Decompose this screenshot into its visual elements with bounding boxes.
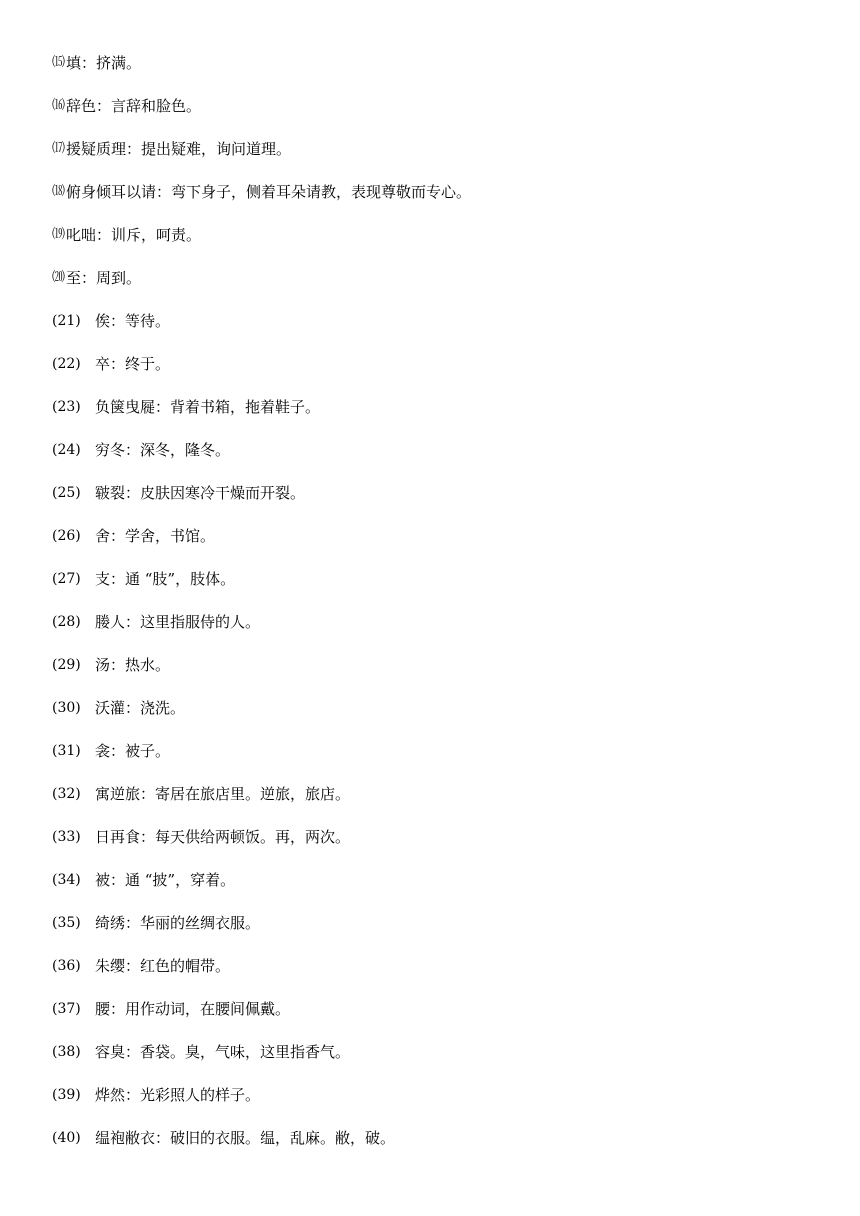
- annotation-item: [52, 95, 832, 138]
- annotation-number: ⒃: [52, 98, 66, 113]
- annotation-number: (38): [52, 1044, 81, 1060]
- annotation-text: 援疑质理：提出疑难，询问道理。: [66, 140, 292, 158]
- annotation-text: 沃灌：浇洗。: [95, 699, 186, 717]
- annotation-text: 填：挤满。: [66, 54, 142, 72]
- annotation-text: 绮绣：华丽的丝绸衣服。: [95, 914, 261, 932]
- annotation-number: ⒂: [52, 55, 66, 70]
- annotation-number: (23): [52, 399, 81, 415]
- annotation-number: (25): [52, 485, 81, 501]
- annotation-number: (28): [52, 614, 81, 630]
- annotation-text: 容臭：香袋。臭，气味，这里指香气。: [95, 1043, 351, 1061]
- annotation-item: [52, 181, 832, 224]
- annotation-item: [52, 955, 832, 998]
- annotation-number: (36): [52, 958, 81, 974]
- annotation-text: 被：通 “披”，穿着。: [95, 871, 236, 889]
- annotation-number: (21): [52, 313, 81, 329]
- annotation-item: [52, 52, 832, 95]
- annotation-text: 皲裂：皮肤因寒冷干燥而开裂。: [95, 484, 306, 502]
- annotation-number: ⒅: [52, 184, 66, 199]
- annotation-text: 俯身倾耳以请：弯下身子，侧着耳朵请教，表现尊敬而专心。: [66, 183, 472, 201]
- annotation-number: ⒇: [52, 270, 66, 285]
- annotation-text: 穷冬：深冬，隆冬。: [95, 441, 231, 459]
- annotation-text: 寓逆旅：寄居在旅店里。逆旅，旅店。: [95, 785, 351, 803]
- annotation-item: [52, 611, 832, 654]
- annotation-item: [52, 740, 832, 783]
- annotation-text: 至：周到。: [66, 269, 142, 287]
- annotation-item: [52, 396, 832, 439]
- annotation-item: [52, 267, 832, 310]
- annotation-text: 腰：用作动词，在腰间佩戴。: [95, 1000, 291, 1018]
- annotation-number: (37): [52, 1001, 81, 1017]
- annotation-number: (30): [52, 700, 81, 716]
- annotation-text: 俟：等待。: [95, 312, 171, 330]
- annotation-item: [52, 1041, 832, 1084]
- annotation-number: (24): [52, 442, 81, 458]
- annotation-text: 叱咄：训斥，呵责。: [66, 226, 202, 244]
- annotation-number: (39): [52, 1087, 81, 1103]
- annotation-item: [52, 1127, 832, 1170]
- annotation-item: [52, 224, 832, 267]
- annotation-number: (27): [52, 571, 81, 587]
- annotation-item: [52, 138, 832, 181]
- annotation-number: (32): [52, 786, 81, 802]
- annotation-number: (33): [52, 829, 81, 845]
- annotation-text: 辞色：言辞和脸色。: [66, 97, 202, 115]
- annotation-number: (40): [52, 1130, 81, 1146]
- annotation-text: 支：通 “肢”，肢体。: [95, 570, 236, 588]
- annotation-text: 汤：热水。: [95, 656, 171, 674]
- annotation-text: 衾：被子。: [95, 742, 171, 760]
- annotation-text: 卒：终于。: [95, 355, 171, 373]
- annotation-item: [52, 697, 832, 740]
- annotation-number: ⒄: [52, 141, 66, 156]
- annotation-number: (31): [52, 743, 81, 759]
- annotation-number: ⒆: [52, 227, 66, 242]
- annotation-text: 缊袍敝衣：破旧的衣服。缊，乱麻。敝，破。: [95, 1129, 396, 1147]
- annotation-item: [52, 525, 832, 568]
- annotation-item: [52, 310, 832, 353]
- annotation-text: 朱缨：红色的帽带。: [95, 957, 231, 975]
- annotation-number: (29): [52, 657, 81, 673]
- annotation-item: [52, 353, 832, 396]
- annotation-item: [52, 1084, 832, 1127]
- annotation-text: 日再食：每天供给两顿饭。再，两次。: [95, 828, 351, 846]
- annotation-text: 舍：学舍，书馆。: [95, 527, 216, 545]
- annotation-list: [52, 52, 832, 1170]
- annotation-item: [52, 826, 832, 869]
- annotation-item: [52, 439, 832, 482]
- annotation-number: (35): [52, 915, 81, 931]
- annotation-item: [52, 482, 832, 525]
- annotation-item: [52, 568, 832, 611]
- annotation-number: (26): [52, 528, 81, 544]
- annotation-number: (22): [52, 356, 81, 372]
- annotation-item: [52, 654, 832, 697]
- annotation-item: [52, 912, 832, 955]
- annotation-text: 媵人：这里指服侍的人。: [95, 613, 261, 631]
- annotation-text: 烨然：光彩照人的样子。: [95, 1086, 261, 1104]
- annotation-item: [52, 869, 832, 912]
- annotation-number: (34): [52, 872, 81, 888]
- annotation-item: [52, 783, 832, 826]
- annotation-item: [52, 998, 832, 1041]
- annotation-text: 负箧曳屣：背着书箱，拖着鞋子。: [95, 398, 321, 416]
